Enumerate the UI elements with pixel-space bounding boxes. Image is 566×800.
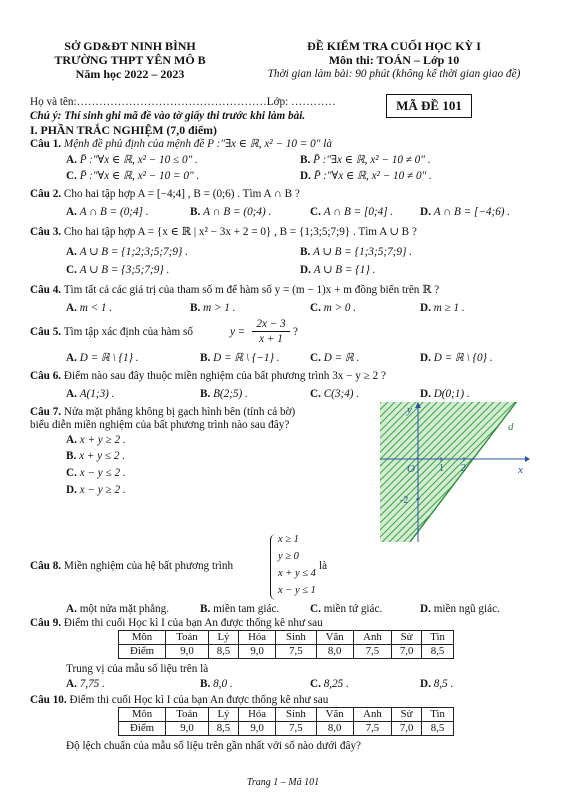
question-8: Câu 8. Miền nghiệm của hệ bất phương trình <box>30 560 234 572</box>
table-cell: Tin <box>422 631 454 645</box>
q5-option-b: B. D = ℝ \ {−1} . <box>200 352 280 364</box>
question-7: Câu 7. Nửa mặt phẳng không bị gạch hình bên (tính cả bờ) <box>30 406 296 418</box>
table-header-row <box>119 631 454 645</box>
question-10-line2: Độ lệch chuẩn của mẫu số liệu trên gần nhất với số nào dưới đây? <box>66 740 362 752</box>
q8-option-c: C. miền tứ giác. <box>310 603 383 615</box>
question-10: Câu 10. Điểm thi cuối Học kì I của bạn An được thống kê như sau <box>30 694 329 706</box>
question-6: Câu 6. Điểm nào sau đây thuộc miền nghiệm của bất phương trình 3x − y ≥ 2 ? <box>30 370 386 382</box>
question-7-line2: biểu diễn miền nghiệm của bất phương trình nào sau đây? <box>30 419 290 431</box>
question-8-tail: là <box>319 560 328 572</box>
q7-option-b: B. x + y ≤ 2 . <box>66 450 126 462</box>
table-row <box>119 645 454 659</box>
school-department: SỞ GD&ĐT NINH BÌNH <box>64 39 196 53</box>
q3-option-d: D. A ∪ B = {1} . <box>300 264 376 276</box>
q4-option-a: A. m < 1 . <box>66 302 113 314</box>
q8-option-a: A. một nửa mặt phẳng. <box>66 603 170 615</box>
q5-fraction-denominator: x + 1 <box>259 333 283 345</box>
table-cell: 7,5 <box>276 722 316 736</box>
table-cell: Lý <box>208 631 238 645</box>
q3-option-b: B. A ∪ B = {1;3;5;7;9} . <box>300 246 413 258</box>
q5-fraction-numerator: 2x − 3 <box>256 318 286 330</box>
q5-question-mark: ? <box>293 326 298 338</box>
q9-option-b: B. 8,0 . <box>200 678 233 690</box>
q5-option-a: A. D = ℝ \ {1} . <box>66 352 139 364</box>
school-year: Năm học 2022 – 2023 <box>75 67 185 81</box>
axis-x-label: x <box>518 464 523 476</box>
table-cell: 8,5 <box>422 645 454 659</box>
q4-option-b: B. m > 1 . <box>190 302 236 314</box>
table-cell: Lý <box>208 708 238 722</box>
q3-option-c: C. A ∪ B = {3;5;7;9} . <box>66 264 170 276</box>
table-cell: Toán <box>166 631 209 645</box>
q2-option-b: B. A ∩ B = (0;4) . <box>190 206 272 218</box>
tick-x-1: 1 <box>439 463 444 474</box>
question-label: Câu 1. <box>30 138 62 150</box>
q9-option-c: C. 8,25 . <box>310 678 349 690</box>
table-header-row <box>119 708 454 722</box>
q1-option-c: C. P̄ :"∀x ∈ ℝ, x² − 10 = 0" . <box>66 170 200 182</box>
table-cell: Môn <box>119 631 166 645</box>
q2-option-c: C. A ∩ B = [0;4] . <box>310 206 394 218</box>
axis-y-label: y <box>407 404 412 416</box>
table-cell: 9,0 <box>166 645 209 659</box>
table-cell: Toán <box>166 708 209 722</box>
q7-option-d: D. x − y ≥ 2 . <box>66 484 126 496</box>
q6-option-d: D. D(0;1) . <box>420 388 470 400</box>
table-cell: 9,0 <box>238 722 275 736</box>
table-cell: Văn <box>316 708 353 722</box>
question-3: Câu 3. Cho hai tập hợp A = {x ∈ ℝ | x² − 3x + 2 = 0} , B = {1;3;5;7;9} . Tìm A ∪ B ? <box>30 226 417 238</box>
table-cell: 7,0 <box>392 722 422 736</box>
table-cell: Điểm <box>119 722 166 736</box>
table-cell: Hóa <box>238 708 275 722</box>
system-row-3: x + y ≤ 4 <box>278 568 316 579</box>
exam-duration: Thời gian làm bài: 90 phút (không kể thời gian giao đề) <box>267 68 521 80</box>
q4-option-d: D. m ≥ 1 . <box>420 302 465 314</box>
q5-option-c: C. D = ℝ . <box>310 352 360 364</box>
table-cell: 8,5 <box>422 722 454 736</box>
exam-title: ĐỀ KIỂM TRA CUỐI HỌC KỲ I <box>307 39 481 53</box>
tick-x-2: 2 <box>461 463 466 474</box>
q2-option-d: D. A ∩ B = [−4;6) . <box>420 206 511 218</box>
question-4: Câu 4. Tìm tất cả các giá trị của tham số m để hàm số y = (m − 1)x + m đồng biến trên ℝ ? <box>30 284 440 296</box>
score-table-q9 <box>118 630 454 659</box>
school-name: TRƯỜNG THPT YÊN MÔ B <box>54 53 206 67</box>
line-d-label: d <box>508 421 514 433</box>
table-row <box>119 722 454 736</box>
q9-option-d: D. 8,5 . <box>420 678 454 690</box>
table-cell: 8,0 <box>316 645 353 659</box>
table-cell: Sử <box>392 631 422 645</box>
q7-option-c: C. x − y ≤ 2 . <box>66 467 126 479</box>
page-footer: Trang 1 – Mã 101 <box>246 777 320 788</box>
table-cell: Sinh <box>276 708 316 722</box>
question-9-line2: Trung vị của mẫu số liệu trên là <box>66 663 209 675</box>
question-2: Câu 2. Cho hai tập hợp A = [−4;4] , B = (0;6) . Tìm A ∩ B ? <box>30 188 300 200</box>
q8-option-d: D. miền ngũ giác. <box>420 603 500 615</box>
table-cell: 8,0 <box>316 722 353 736</box>
q2-option-a: A. A ∩ B = (0;4] . <box>66 206 149 218</box>
table-cell: 9,0 <box>166 722 209 736</box>
question-text: Mệnh đề phủ định của mệnh đề P :"∃x ∈ ℝ, x² − 10 = 0" là <box>63 138 332 150</box>
table-cell: 7,5 <box>353 645 391 659</box>
table-cell: 8,5 <box>208 722 238 736</box>
tick-y-neg2: -2 <box>400 495 409 506</box>
q1-option-a: A. P̄ :"∀x ∈ ℝ, x² − 10 ≤ 0" . <box>66 154 198 166</box>
table-cell: Sử <box>392 708 422 722</box>
table-cell: Sinh <box>276 631 316 645</box>
question-5: Câu 5. Tìm tập xác định của hàm số <box>30 326 193 338</box>
origin-label: O <box>407 463 415 475</box>
q5-fraction-bar <box>252 331 290 332</box>
q5-fraction-lhs: y = <box>230 326 246 338</box>
q8-option-b: B. miền tam giác. <box>200 603 280 615</box>
q3-option-a: A. A ∪ B = {1;2;3;5;7;9} . <box>66 246 188 258</box>
table-cell: 8,5 <box>208 645 238 659</box>
q6-option-b: B. B(2;5) . <box>200 388 248 400</box>
exam-note: Chú ý: Thí sinh ghi mã đề vào tờ giấy thi trước khi làm bài. <box>30 110 306 122</box>
system-row-2: y ≥ 0 <box>278 551 299 562</box>
exam-subject: Môn thi: TOÁN – Lớp 10 <box>328 53 460 67</box>
question-9: Câu 9. Điểm thi cuối Học kì I của bạn An được thống kê như sau <box>30 617 323 629</box>
table-cell: Môn <box>119 708 166 722</box>
q7-graph <box>380 402 530 542</box>
q5-option-d: D. D = ℝ \ {0} . <box>420 352 493 364</box>
system-row-4: x − y ≤ 1 <box>278 585 316 596</box>
table-cell: 7,0 <box>392 645 422 659</box>
table-cell: 9,0 <box>238 645 275 659</box>
system-row-1: x ≥ 1 <box>278 534 299 545</box>
exam-code-box: MÃ ĐỀ 101 <box>386 94 472 118</box>
table-cell: Văn <box>316 631 353 645</box>
table-cell: 7,5 <box>353 722 391 736</box>
q6-option-a: A. A(1;3) . <box>66 388 115 400</box>
table-cell: Điểm <box>119 645 166 659</box>
table-cell: Tin <box>422 708 454 722</box>
q9-option-a: A. 7,75 . <box>66 678 105 690</box>
table-cell: Anh <box>353 631 391 645</box>
section-title: I. PHẦN TRẮC NGHIỆM (7,0 điểm) <box>30 123 217 137</box>
table-cell: Hóa <box>238 631 275 645</box>
question-1 <box>30 138 332 150</box>
q1-option-b: B. P̄ :"∃x ∈ ℝ, x² − 10 ≠ 0" . <box>300 154 431 166</box>
q6-option-c: C. C(3;4) . <box>310 388 360 400</box>
q7-option-a: A. x + y ≥ 2 . <box>66 434 126 446</box>
table-cell: Anh <box>353 708 391 722</box>
system-brace <box>270 534 277 600</box>
table-cell: 7,5 <box>276 645 316 659</box>
q1-option-d: D. P̄ :"∀x ∈ ℝ, x² − 10 ≠ 0" . <box>300 170 432 182</box>
q4-option-c: C. m > 0 . <box>310 302 357 314</box>
student-name-line: Họ và tên:……………………………………………Lớp: ………… <box>30 96 336 108</box>
score-table-q10 <box>118 707 454 736</box>
